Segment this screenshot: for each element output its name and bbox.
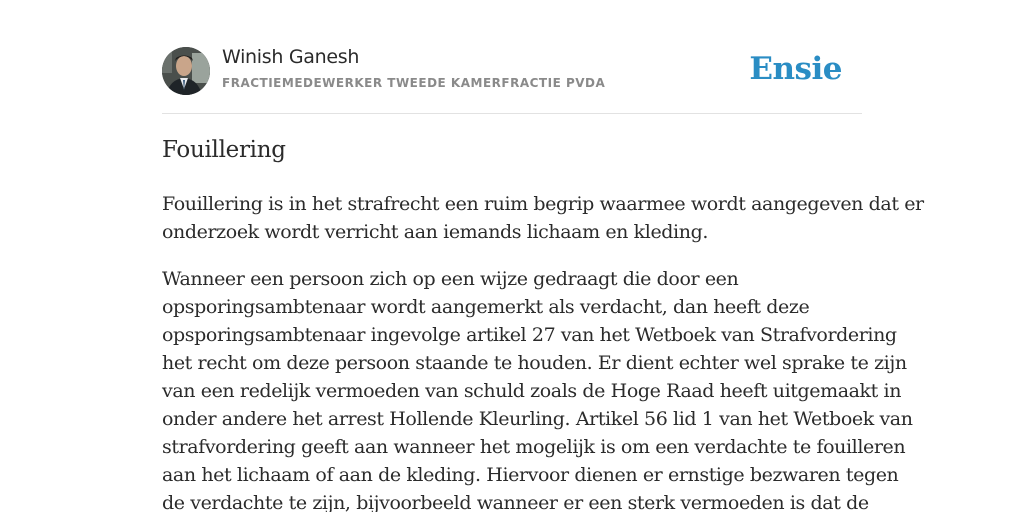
author-name[interactable]: Winish Ganesh	[222, 46, 360, 68]
header-divider	[162, 113, 862, 114]
paragraph-line: het recht om deze persoon staande te houden. Er dient echter wel sprake te zijn	[162, 352, 907, 374]
author-role: FRACTIEMEDEWERKER TWEEDE KAMERFRACTIE PVDA	[222, 76, 606, 90]
paragraph-line: strafvordering geeft aan wanneer het mogelijk is om een verdachte te fouilleren	[162, 436, 906, 458]
author-header	[162, 46, 862, 96]
paragraph-line: opsporingsambtenaar wordt aangemerkt als verdacht, dan heeft deze	[162, 296, 810, 318]
article-title: Fouillering	[162, 137, 286, 163]
paragraph-line: van een redelijk vermoeden van schuld zoals de Hoge Raad heeft uitgemaakt in	[162, 380, 902, 402]
article-paragraph-2	[162, 265, 913, 512]
paragraph-line: onder andere het arrest Hollende Kleurling. Artikel 56 lid 1 van het Wetboek van	[162, 408, 913, 430]
paragraph-line: opsporingsambtenaar ingevolge artikel 27 van het Wetboek van Strafvordering	[162, 324, 897, 346]
ensie-logo[interactable]: Ensie	[749, 51, 842, 87]
avatar-photo	[162, 47, 210, 95]
paragraph-line: onderzoek wordt verricht aan iemands lichaam en kleding.	[162, 221, 708, 243]
article-paragraph-1	[162, 190, 924, 246]
paragraph-line: de verdachte te zijn, bijvoorbeeld wanneer er een sterk vermoeden is dat de	[162, 492, 869, 512]
avatar[interactable]	[162, 47, 210, 95]
paragraph-line: Wanneer een persoon zich op een wijze gedraagt die door een	[162, 268, 739, 290]
paragraph-line: aan het lichaam of aan de kleding. Hiervoor dienen er ernstige bezwaren tegen	[162, 464, 899, 486]
paragraph-line: Fouillering is in het strafrecht een ruim begrip waarmee wordt aangegeven dat er	[162, 193, 924, 215]
